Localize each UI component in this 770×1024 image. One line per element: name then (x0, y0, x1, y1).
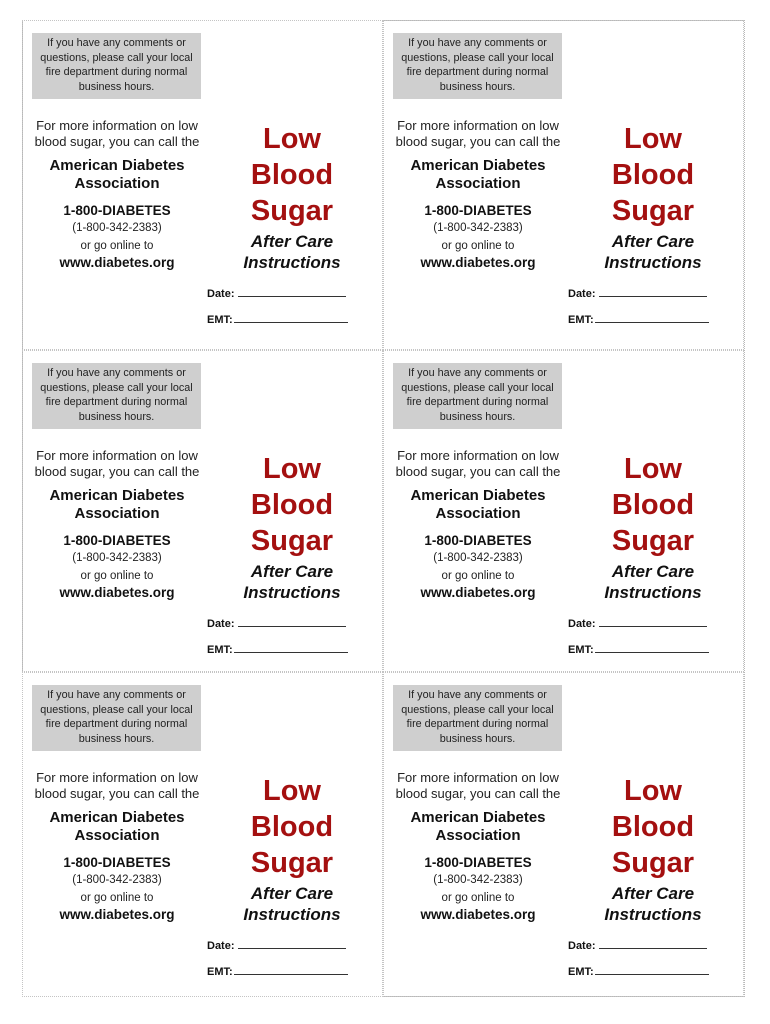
title-line-sugar: Sugar (611, 525, 695, 557)
emt-line[interactable] (234, 642, 348, 653)
organization-name: American Diabetes Association (410, 157, 546, 192)
online-prompt: or go online to (441, 570, 515, 582)
date-line[interactable] (599, 286, 707, 297)
title-block (578, 121, 728, 273)
phone-number: (1-800-342-2383) (72, 874, 162, 886)
subtitle-instructions: Instructions (604, 253, 702, 272)
phone-number: (1-800-342-2383) (72, 552, 162, 564)
date-field[interactable] (568, 286, 707, 300)
fire-department-notice: If you have any comments or questions, please call your local fire department during normal business hours. (32, 363, 201, 429)
website-link[interactable]: www.diabetes.org (59, 907, 175, 922)
phone-number: (1-800-342-2383) (72, 222, 162, 234)
more-info-text: For more information on low blood sugar, you can call the (34, 448, 200, 479)
subtitle-after-care: After Care (611, 884, 695, 903)
organization-name: American Diabetes Association (410, 487, 546, 522)
date-label: Date: (568, 288, 596, 300)
emt-field[interactable] (207, 964, 348, 978)
instruction-card-1 (22, 20, 383, 350)
emt-label: EMT: (207, 966, 233, 978)
title-line-sugar: Sugar (611, 847, 695, 879)
date-field[interactable] (568, 938, 707, 952)
title-line-sugar: Sugar (250, 525, 334, 557)
online-prompt: or go online to (441, 240, 515, 252)
emt-line[interactable] (234, 312, 348, 323)
subtitle-after-care: After Care (250, 884, 334, 903)
title-line-low: Low (624, 123, 682, 155)
more-info-text: For more information on low blood sugar, you can call the (395, 448, 561, 479)
date-label: Date: (207, 288, 235, 300)
organization-name: American Diabetes Association (49, 487, 185, 522)
date-field[interactable] (568, 616, 707, 630)
organization-name: American Diabetes Association (410, 809, 546, 844)
emt-label: EMT: (568, 644, 594, 656)
online-prompt: or go online to (80, 240, 154, 252)
title-line-low: Low (263, 775, 321, 807)
emt-line[interactable] (595, 312, 709, 323)
subtitle-instructions: Instructions (243, 905, 341, 924)
emt-label: EMT: (207, 644, 233, 656)
date-line[interactable] (238, 616, 346, 627)
emt-field[interactable] (207, 642, 348, 656)
emt-field[interactable] (568, 642, 709, 656)
emt-field[interactable] (568, 312, 709, 326)
fire-department-notice: If you have any comments or questions, please call your local fire department during normal business hours. (393, 33, 562, 99)
website-link[interactable]: www.diabetes.org (420, 255, 536, 270)
hotline-number: 1-800-DIABETES (63, 203, 171, 218)
subtitle-instructions: Instructions (243, 583, 341, 602)
info-block (394, 448, 562, 600)
title-line-low: Low (263, 123, 321, 155)
title-line-blood: Blood (250, 811, 334, 843)
subtitle-after-care: After Care (611, 232, 695, 251)
more-info-text: For more information on low blood sugar, you can call the (34, 770, 200, 801)
emt-label: EMT: (207, 314, 233, 326)
title-block (578, 451, 728, 603)
subtitle-instructions: Instructions (243, 253, 341, 272)
emt-field[interactable] (207, 312, 348, 326)
info-block (33, 770, 201, 922)
phone-number: (1-800-342-2383) (433, 552, 523, 564)
info-block (33, 118, 201, 270)
instruction-card-5 (22, 672, 383, 997)
hotline-number: 1-800-DIABETES (63, 533, 171, 548)
phone-number: (1-800-342-2383) (433, 874, 523, 886)
hotline-number: 1-800-DIABETES (424, 533, 532, 548)
organization-name: American Diabetes Association (49, 809, 185, 844)
date-line[interactable] (238, 286, 346, 297)
title-line-blood: Blood (611, 489, 695, 521)
info-block (394, 770, 562, 922)
online-prompt: or go online to (80, 570, 154, 582)
date-field[interactable] (207, 938, 346, 952)
emt-line[interactable] (595, 964, 709, 975)
date-label: Date: (568, 618, 596, 630)
website-link[interactable]: www.diabetes.org (420, 907, 536, 922)
info-block (394, 118, 562, 270)
title-line-sugar: Sugar (611, 195, 695, 227)
title-line-blood: Blood (250, 489, 334, 521)
title-block (217, 121, 367, 273)
phone-number: (1-800-342-2383) (433, 222, 523, 234)
more-info-text: For more information on low blood sugar, you can call the (34, 118, 200, 149)
title-line-low: Low (624, 775, 682, 807)
title-line-blood: Blood (611, 811, 695, 843)
subtitle-after-care: After Care (611, 562, 695, 581)
hotline-number: 1-800-DIABETES (424, 855, 532, 870)
instruction-card-2 (383, 20, 744, 350)
date-field[interactable] (207, 286, 346, 300)
info-block (33, 448, 201, 600)
title-line-blood: Blood (250, 159, 334, 191)
date-label: Date: (568, 940, 596, 952)
emt-line[interactable] (234, 964, 348, 975)
emt-label: EMT: (568, 314, 594, 326)
subtitle-after-care: After Care (250, 562, 334, 581)
subtitle-after-care: After Care (250, 232, 334, 251)
date-line[interactable] (599, 616, 707, 627)
website-link[interactable]: www.diabetes.org (59, 255, 175, 270)
title-line-low: Low (263, 453, 321, 485)
date-label: Date: (207, 618, 235, 630)
date-line[interactable] (238, 938, 346, 949)
title-line-low: Low (624, 453, 682, 485)
fire-department-notice: If you have any comments or questions, please call your local fire department during normal business hours. (32, 685, 201, 751)
title-line-sugar: Sugar (250, 195, 334, 227)
instruction-card-6 (383, 672, 744, 997)
more-info-text: For more information on low blood sugar, you can call the (395, 118, 561, 149)
instruction-card-4 (383, 350, 744, 672)
title-block (217, 451, 367, 603)
online-prompt: or go online to (441, 892, 515, 904)
emt-line[interactable] (595, 642, 709, 653)
emt-label: EMT: (568, 966, 594, 978)
organization-name: American Diabetes Association (49, 157, 185, 192)
instruction-card-3 (22, 350, 383, 672)
emt-field[interactable] (568, 964, 709, 978)
online-prompt: or go online to (80, 892, 154, 904)
title-block (217, 773, 367, 925)
fire-department-notice: If you have any comments or questions, please call your local fire department during normal business hours. (393, 363, 562, 429)
subtitle-instructions: Instructions (604, 583, 702, 602)
date-line[interactable] (599, 938, 707, 949)
fire-department-notice: If you have any comments or questions, please call your local fire department during normal business hours. (393, 685, 562, 751)
title-line-sugar: Sugar (250, 847, 334, 879)
title-block (578, 773, 728, 925)
more-info-text: For more information on low blood sugar, you can call the (395, 770, 561, 801)
fire-department-notice: If you have any comments or questions, please call your local fire department during normal business hours. (32, 33, 201, 99)
website-link[interactable]: www.diabetes.org (420, 585, 536, 600)
hotline-number: 1-800-DIABETES (63, 855, 171, 870)
website-link[interactable]: www.diabetes.org (59, 585, 175, 600)
hotline-number: 1-800-DIABETES (424, 203, 532, 218)
subtitle-instructions: Instructions (604, 905, 702, 924)
date-label: Date: (207, 940, 235, 952)
date-field[interactable] (207, 616, 346, 630)
title-line-blood: Blood (611, 159, 695, 191)
